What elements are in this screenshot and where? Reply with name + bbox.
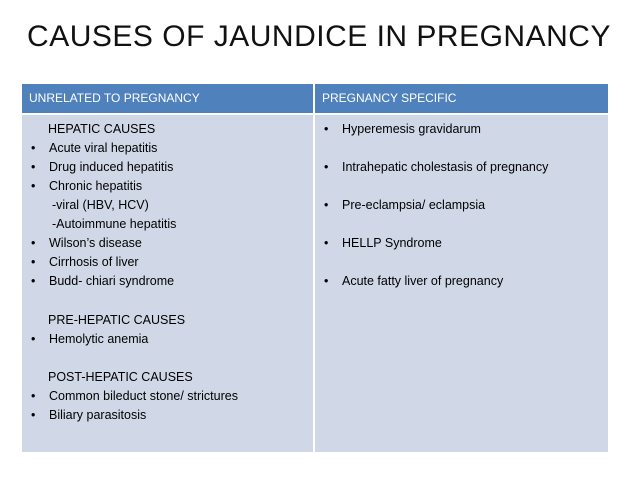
list-item: • Chronic hepatitis <box>49 179 142 193</box>
header-unrelated: UNRELATED TO PREGNANCY <box>22 84 313 113</box>
list-item: • Acute fatty liver of pregnancy <box>342 274 503 288</box>
list-item: • Biliary parasitosis <box>49 408 146 422</box>
list-item: • Common bileduct stone/ strictures <box>49 389 238 403</box>
list-item: • Wilson’s disease <box>49 236 142 250</box>
causes-table <box>22 84 608 452</box>
prehepatic-heading: PRE-HEPATIC CAUSES <box>48 313 186 327</box>
sub-item: -viral (HBV, HCV) <box>52 198 149 212</box>
list-item: • Acute viral hepatitis <box>49 141 157 155</box>
list-item: • Budd- chiari syndrome <box>49 274 174 288</box>
list-item: • HELLP Syndrome <box>342 236 442 250</box>
hepatic-heading: HEPATIC CAUSES <box>48 122 156 136</box>
list-item: • Cirrhosis of liver <box>49 255 139 269</box>
list-item: • Hemolytic anemia <box>49 332 148 346</box>
list-item: • Intrahepatic cholestasis of pregnancy <box>342 160 548 174</box>
cell-pregnancy-specific <box>315 115 608 452</box>
header-pregnancy-specific: PREGNANCY SPECIFIC <box>315 84 608 113</box>
slide-title: CAUSES OF JAUNDICE IN PREGNANCY <box>27 20 611 53</box>
cell-unrelated <box>22 115 313 452</box>
list-item: • Hyperemesis gravidarum <box>342 122 481 136</box>
list-item: • Pre-eclampsia/ eclampsia <box>342 198 485 212</box>
posthepatic-heading: POST-HEPATIC CAUSES <box>48 370 193 384</box>
list-item: • Drug induced hepatitis <box>49 160 173 174</box>
sub-item: -Autoimmune hepatitis <box>52 217 177 231</box>
